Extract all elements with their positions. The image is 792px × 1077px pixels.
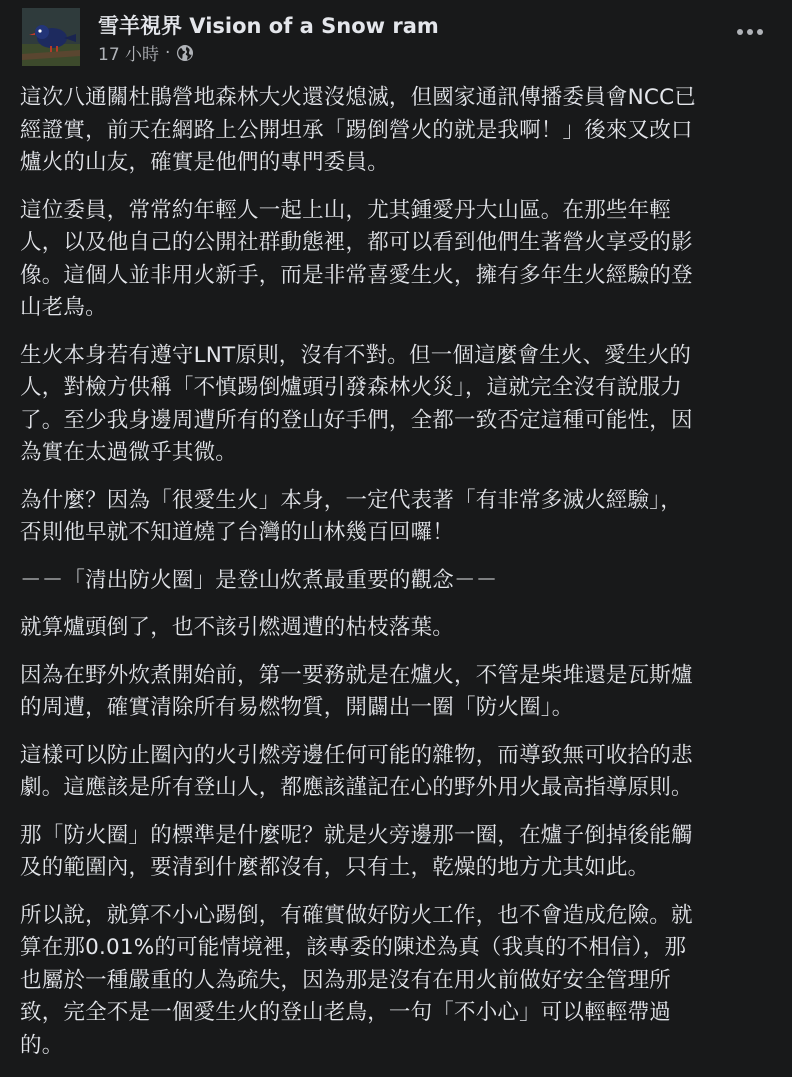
post-paragraph: 就算爐頭倒了，也不該引燃週遭的枯枝落葉。 [20,615,455,640]
post-paragraph: 這位委員，常常約年輕人一起上山，尤其鍾愛丹大山區。在那些年輕 人，以及他自己的公開社群動態裡，都可以看到他們生著營火享受的影 像。這個人並非用火新手，而是非常喜愛生火，擁有多年生火經驗的登 山老鳥。 [20,197,693,320]
globe-icon[interactable] [176,44,194,62]
post-header [22,8,772,66]
post-paragraph: 所以說，就算不小心踢倒，有確實做好防火工作，也不會造成危險。就 算在那0.01%的可能情境裡，該專委的陳述為真（我真的不相信），那 也屬於一種嚴重的人為疏失，因為那是沒有在用火前做好安全管理所 致，完全不是一個愛生火的登山老鳥，一句「不小心」可以輕輕帶過 的。 [20,902,693,1058]
post-paragraph: 生火本身若有遵守LNT原則，沒有不對。但一個這麼會生火、愛生火的 人，對檢方供稱「不慎踢倒爐頭引發森林火災」，這就完全沒有說服力 了。至少我身邊周遭所有的登山好手們，全都一致否定這種可能性，因 為實在太過微乎其微。 [20,342,693,465]
post-paragraph: 為什麼？因為「很愛生火」本身，一定代表著「有非常多滅火經驗」， 否則他早就不知道燒了台灣的山林幾百回囉！ [20,487,682,545]
post-paragraph: 這次八通關杜鵑營地森林大火還沒熄滅，但國家通訊傳播委員會NCC已 經證實，前天在網路上公開坦承「踢倒營火的就是我啊！」後來又改口 爐火的山友，確實是他們的專門委員。 [20,85,697,175]
post-section-heading: －－「清出防火圈」是登山炊煮最重要的觀念－－ [20,567,498,593]
post-paragraph: 那「防火圈」的標準是什麼呢？就是火旁邊那一圈，在爐子倒掉後能觸 及的範圍內，要清到什麼都沒有，只有土，乾燥的地方尤其如此。 [20,822,693,880]
post-paragraph: 這樣可以防止圈內的火引燃旁邊任何可能的雜物，而導致無可收拾的悲 劇。這應該是所有登山人，都應該謹記在心的野外用火最高指導原則。 [20,742,693,800]
post-timestamp[interactable]: 17 小時 [98,45,160,65]
author-avatar[interactable] [22,8,80,66]
post-body [20,82,772,1077]
author-name[interactable]: 雪羊視界 Vision of a Snow ram [98,14,439,38]
more-options-button[interactable] [732,20,768,44]
post-paragraph: 因為在野外炊煮開始前，第一要務就是在爐火，不管是柴堆還是瓦斯爐 的周遭，確實清除所有易燃物質，開闢出一圈「防火圈」。 [20,662,693,720]
avatar-image [22,8,80,66]
more-options-icon [735,28,765,36]
meta-separator: · [165,42,171,63]
post-meta [98,40,194,65]
